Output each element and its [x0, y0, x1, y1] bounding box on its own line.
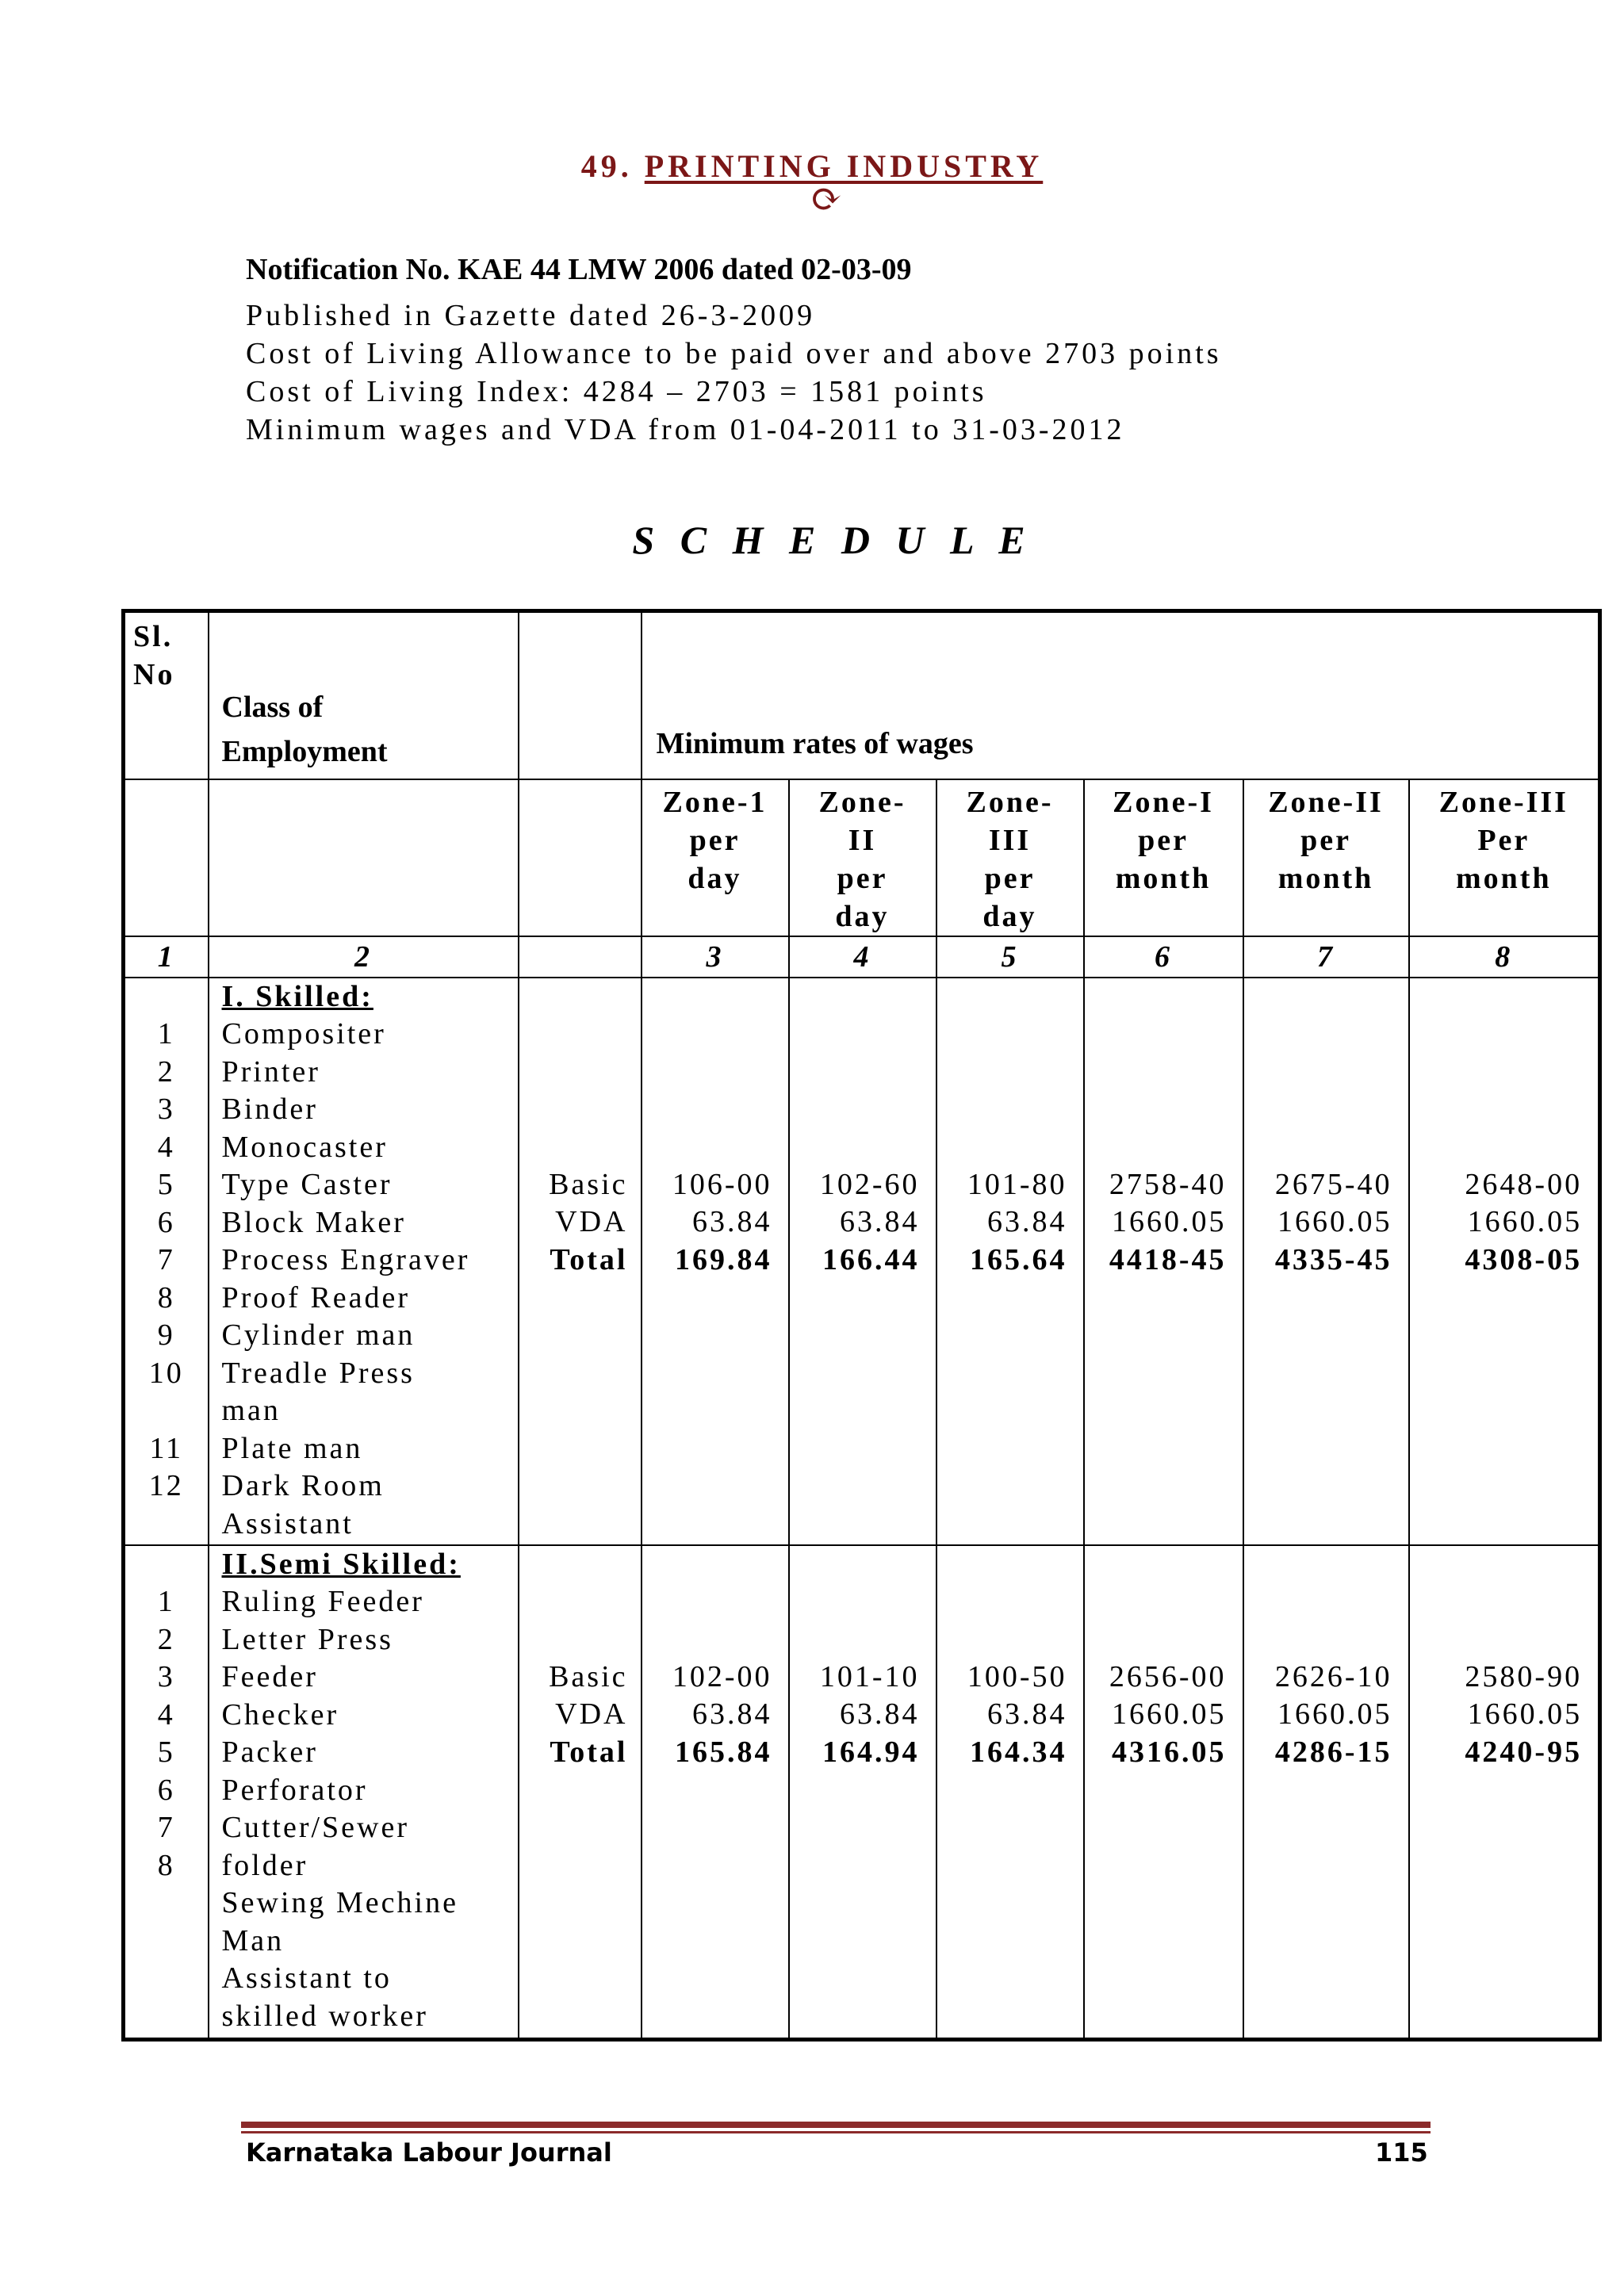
list-item: Letter Press — [221, 1622, 393, 1656]
list-item: Process Engraver — [221, 1243, 470, 1276]
schedule-heading: S C H E D U L E — [632, 518, 1033, 562]
list-item: Treadle Press — [221, 1356, 415, 1390]
section-heading: I. Skilled: — [221, 979, 373, 1013]
list-item: Cutter/Sewer — [221, 1811, 410, 1844]
zone3-day-values: 101-80 63.84 165.64 — [936, 978, 1084, 1545]
section-number: 49. — [580, 148, 633, 184]
list-item: Printer — [221, 1054, 320, 1089]
intro-line: Cost of Living Index: 4284 – 2703 = 1581 points — [246, 375, 987, 408]
list-item: Proof Reader — [221, 1280, 411, 1314]
column-number: 5 — [936, 936, 1084, 978]
column-number: 3 — [642, 936, 789, 978]
min-rates-header: Minimum rates of wages — [642, 611, 1600, 779]
column-number: 6 — [1084, 936, 1243, 978]
list-item: Assistant to — [221, 1961, 392, 1995]
sl-header: Sl. No — [124, 611, 209, 779]
list-item: Monocaster — [221, 1130, 388, 1164]
column-number: 4 — [789, 936, 936, 978]
zone-header: Zone-1 per day — [642, 779, 789, 936]
zone-header: Zone-III Per month — [1409, 779, 1600, 936]
zone1-day-values: 102-00 63.84 165.84 — [642, 1545, 789, 2040]
list-item: Sewing Mechine — [221, 1886, 458, 1919]
notification-line: Notification No. KAE 44 LMW 2006 dated 02-03-09 — [246, 253, 912, 286]
header-row — [124, 611, 1600, 779]
column-number-row — [124, 936, 1600, 978]
list-item: Packer — [221, 1735, 318, 1769]
sl-numbers: 1 2 3 4 5 6 7 8 9 10 11 12 — [124, 978, 209, 1545]
skilled-section — [124, 978, 1600, 1545]
list-item: Ruling Feeder — [221, 1585, 424, 1618]
zone2-day-values: 102-60 63.84 166.44 — [789, 978, 936, 1545]
zone-header: Zone-I per month — [1084, 779, 1243, 936]
section-name: PRINTING INDUSTRY — [644, 148, 1044, 184]
list-item: Man — [221, 1923, 285, 1957]
semi-skilled-section — [124, 1545, 1600, 2040]
zone-header: Zone- III per day — [936, 779, 1084, 936]
class-list — [209, 978, 519, 1545]
class-list — [209, 1545, 519, 2040]
list-item: Checker — [221, 1697, 339, 1732]
list-item: Dark Room — [221, 1469, 385, 1502]
column-number: 7 — [1243, 936, 1409, 978]
zone3-month-values: 2580-90 1660.05 4240-95 — [1409, 1545, 1600, 2040]
zone2-month-values: 2626-10 1660.05 4286-15 — [1243, 1545, 1409, 2040]
zone1-day-values: 106-00 63.84 169.84 — [642, 978, 789, 1545]
zone3-day-values: 100-50 63.84 164.34 — [936, 1545, 1084, 2040]
zone-header: Zone- II per day — [789, 779, 936, 936]
zone-header: Zone-II per month — [1243, 779, 1409, 936]
intro-line: Published in Gazette dated 26-3-2009 — [246, 299, 816, 332]
list-item: Compositer — [221, 1017, 386, 1050]
label-header — [519, 611, 642, 779]
intro-line: Cost of Living Allowance to be paid over and above 2703 points — [246, 337, 1222, 370]
list-item: skilled worker — [221, 1999, 428, 2033]
intro-line: Minimum wages and VDA from 01-04-2011 to 31-03-2012 — [246, 413, 1125, 446]
sl-numbers: 1 2 3 4 5 6 7 8 — [124, 1545, 209, 2040]
page-number: 115 — [1375, 2137, 1428, 2168]
list-item: Feeder — [221, 1660, 318, 1693]
list-item: man — [221, 1394, 281, 1427]
column-number: 8 — [1409, 936, 1600, 978]
zone3-month-values: 2648-00 1660.05 4308-05 — [1409, 978, 1600, 1545]
zone2-day-values: 101-10 63.84 164.94 — [789, 1545, 936, 2040]
section-heading: II.Semi Skilled: — [221, 1547, 461, 1581]
list-item: folder — [221, 1848, 308, 1882]
column-number: 1 — [124, 936, 209, 978]
list-item: Block Maker — [221, 1205, 406, 1239]
list-item: Plate man — [221, 1431, 363, 1465]
column-number: 2 — [209, 936, 519, 978]
footer-rule — [241, 2122, 1431, 2128]
zone1-month-values: 2758-40 1660.05 4418-45 — [1084, 978, 1243, 1545]
footer-rule-thin — [241, 2131, 1431, 2133]
footer-journal-name: Karnataka Labour Journal — [246, 2137, 612, 2168]
list-item: Cylinder man — [221, 1318, 416, 1352]
zone2-month-values: 2675-40 1660.05 4335-45 — [1243, 978, 1409, 1545]
row-labels: Basic VDA Total — [519, 978, 642, 1545]
list-item: Assistant — [221, 1506, 354, 1540]
list-item: Perforator — [221, 1773, 368, 1807]
list-item: Binder — [221, 1093, 318, 1126]
ornament-icon: ⟳ — [810, 178, 843, 220]
intro-block — [246, 297, 1222, 449]
zone-header-row — [124, 779, 1600, 936]
wages-table — [121, 609, 1602, 2042]
zone1-month-values: 2656-00 1660.05 4316.05 — [1084, 1545, 1243, 2040]
list-item: Type Caster — [221, 1168, 393, 1201]
row-labels: Basic VDA Total — [519, 1545, 642, 2040]
class-header: Class of Employment — [209, 611, 519, 779]
